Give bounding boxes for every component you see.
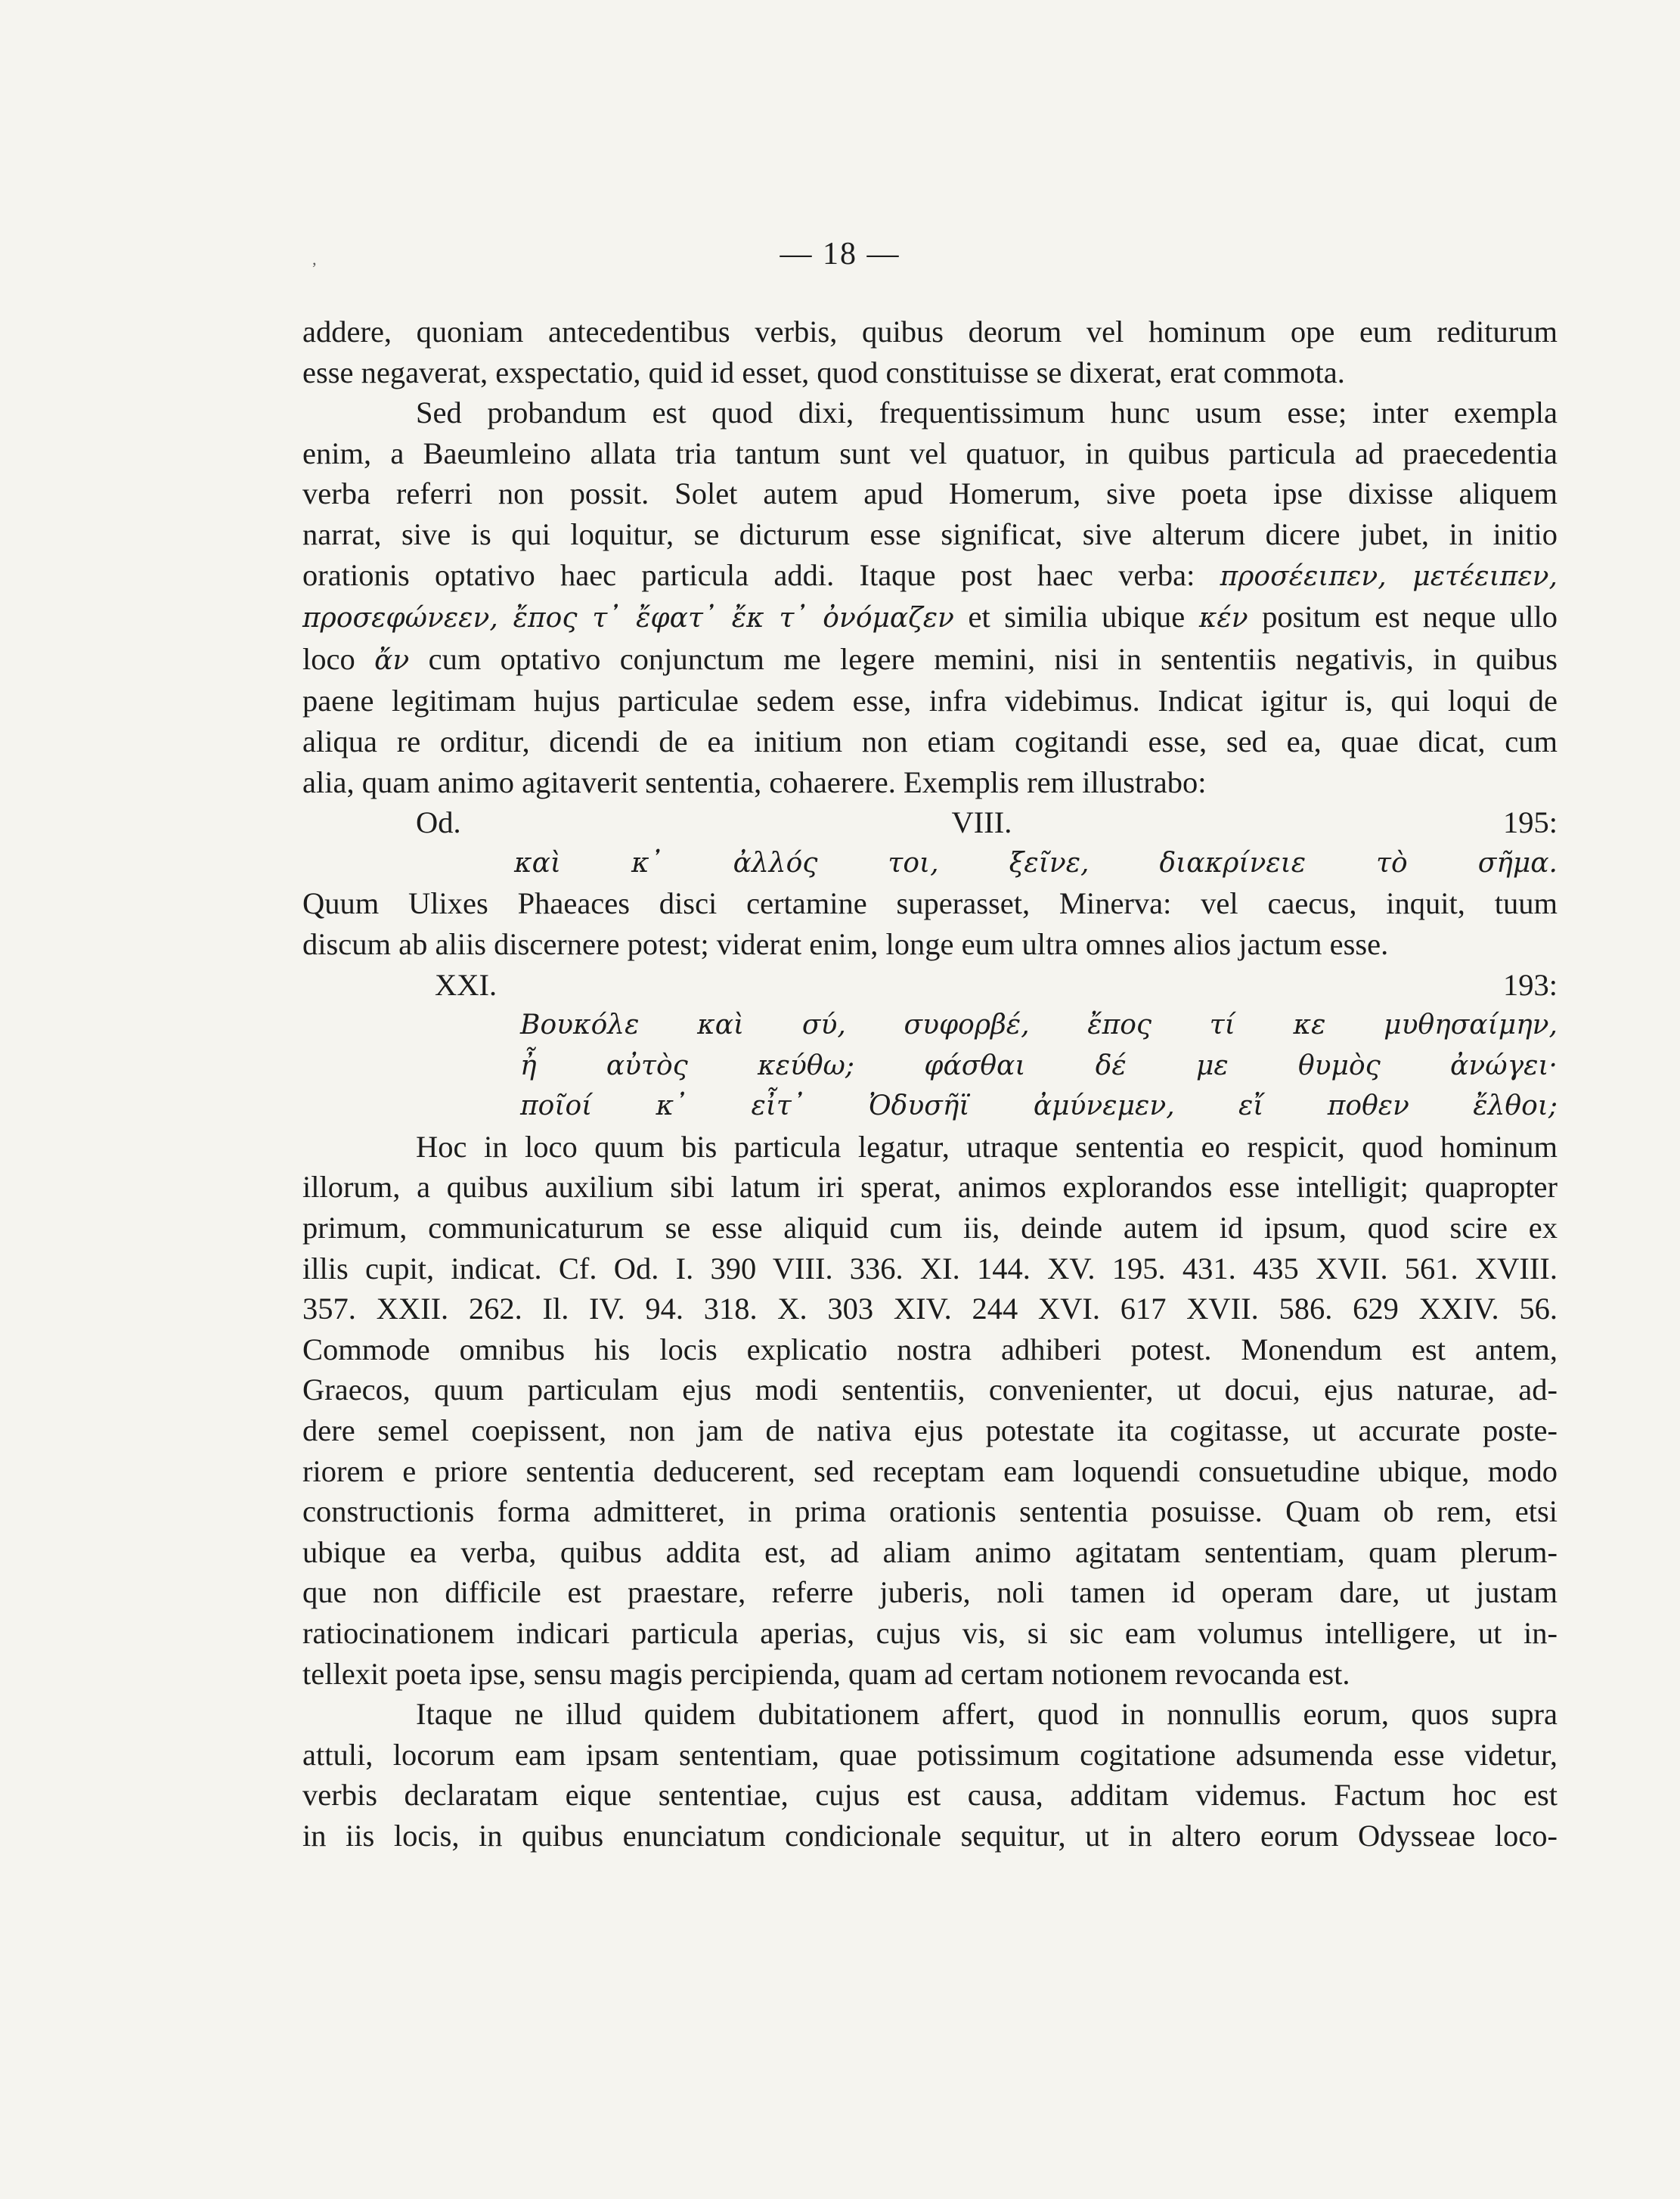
text-line: discum ab aliis discernere potest; viderat enim, longe eum ultra omnes alios jactum esse. (302, 926, 1389, 961)
margin-mark: ‚ (312, 250, 318, 268)
text-line: illorum, a quibus auxilium sibi latum iri sperat, animos explorandos esse intelligit; quapropter (302, 1170, 1558, 1205)
text-line: paene legitimam hujus particulae sedem esse, infra videbimus. Indicat igitur is, qui loqui de (302, 684, 1558, 718)
greek-quote-line: ποῖοί κ᾿ εἶτ᾿ Ὀδυσῆϊ ἀμύνεμεν, εἴ ποθεν ἔλθοι; (520, 1090, 1558, 1122)
text-line: Hoc in loco quum bis particula legatur, utraque sententia eo respicit, quod hominum (416, 1129, 1558, 1164)
citation: XXI. 193: (435, 967, 1558, 1002)
text-line: ubique ea verba, quibus addita est, ad aliam animo agitatam sententiam, quam plerum- (302, 1534, 1558, 1569)
text-line: enim, a Baeumleino allata tria tantum sunt vel quatuor, in quibus particula ad praecedentia (302, 436, 1558, 470)
text-line (302, 555, 1558, 597)
greek-phrase: προσεφώνεεν, ἔπος τ᾿ ἔφατ᾿ ἔκ τ᾿ ὀνόμαζεν (302, 603, 954, 634)
text-line: narrat, sive is qui loquitur, se dicturum esse significat, sive alterum dicere jubet, in initio (302, 516, 1558, 551)
text-line: alia, quam animo agitaverit sententia, cohaerere. Exemplis rem illustrabo: (302, 765, 1207, 799)
text-line: verbis declaratam eique sententiae, cujus est causa, additam videmus. Factum hoc est (302, 1778, 1558, 1813)
text-segment: et similia ubique (953, 600, 1199, 634)
greek-word: προσέειπεν, μετέειπεν, (1220, 560, 1558, 592)
greek-quote: καὶ κ᾿ ἀλλός τοι, ξεῖνε, διακρίνειε τὸ σῆμα. (514, 847, 1558, 879)
text-line: que non difficile est praestare, referre juberis, noli tamen id operam dare, ut justam (302, 1575, 1558, 1610)
text-line: primum, communicaturum se esse aliquid cum iis, deinde autem id ipsum, quod scire ex (302, 1211, 1558, 1245)
text-line: Quum Ulixes Phaeaces disci certamine superasset, Minerva: vel caecus, inquit, tuum (302, 886, 1558, 921)
text-line: esse negaverat, exspectatio, quid id esset, quod constituisse se dixerat, erat commota. (302, 355, 1345, 389)
text-line: aliqua re orditur, dicendi de ea initium non etiam cogitandi esse, sed ea, quae dicat, cum (302, 724, 1558, 758)
text-line: verba referri non possit. Solet autem apud Homerum, sive poeta ipse dixisse aliquem (302, 476, 1558, 511)
text-line: Graecos, quum particulam ejus modi sententiis, convenienter, ut docui, ejus naturae, ad- (302, 1372, 1558, 1407)
text-line: addere, quoniam antecedentibus verbis, quibus deorum vel hominum ope eum rediturum (302, 315, 1558, 349)
page-number: — 18 — (780, 237, 900, 271)
text-segment: cum optativo conjunctum me legere memini, nisi in sententiis negativis, in quibus (409, 641, 1558, 676)
text-line: dere semel coepissent, non jam de nativa ejus potestate ita cogitasse, ut accurate poste- (302, 1413, 1558, 1448)
text-line: illis cupit, indicat. Cf. Od. I. 390 VIII. 336. XI. 144. XV. 195. 431. 435 XVII. 561. XVIII. (302, 1251, 1558, 1286)
text-segment: orationis optativo haec particula addi. Itaque post haec verba: (302, 557, 1220, 592)
text-segment: positum est neque ullo (1248, 600, 1558, 634)
text-line: Commode omnibus his locis explicatio nostra adhiberi potest. Monendum est antem, (302, 1332, 1558, 1366)
citation: Od. VIII. 195: (416, 805, 1558, 840)
text-line: Itaque ne illud quidem dubitationem affert, quod in nonnullis eorum, quos supra (416, 1697, 1558, 1732)
greek-quote-line: ἦ αὐτὸς κεύθω; φάσθαι δέ με θυμὸς ἀνώγει· (520, 1050, 1558, 1081)
text-line: ratiocinationem indicari particula aperias, cujus vis, si sic eam volumus intelligere, ut in- (302, 1616, 1558, 1650)
text-line: constructionis forma admitteret, in prima orationis sententia posuisse. Quam ob rem, etsi (302, 1494, 1558, 1529)
text-segment: loco (302, 641, 375, 676)
text-line: Sed probandum est quod dixi, frequentissimum hunc usum esse; inter exempla (416, 395, 1558, 430)
text-line (302, 639, 1558, 681)
text-line (302, 597, 1558, 639)
body-text (302, 312, 1558, 1856)
text-line: 357. XXII. 262. Il. IV. 94. 318. X. 303 XIV. 244 XVI. 617 XVII. 586. 629 XXIV. 56. (302, 1292, 1558, 1326)
text-line: in iis locis, in quibus enunciatum condicionale sequitur, ut in altero eorum Odysseae loco- (302, 1818, 1558, 1853)
text-line: riorem e priore sententia deducerent, sed receptam eam loquendi consuetudine ubique, modo (302, 1453, 1558, 1488)
greek-word: ἄν (374, 644, 410, 676)
greek-quote-line: Βουκόλε καὶ σύ, συφορβέ, ἔπος τί κε μυθησαίμην, (520, 1010, 1558, 1041)
text-line: tellexit poeta ipse, sensu magis percipienda, quam ad certam notionem revocanda est. (302, 1656, 1350, 1691)
text-line: attuli, locorum eam ipsam sententiam, quae potissimum cogitatione adsumenda esse videtur, (302, 1737, 1558, 1772)
greek-word: κέν (1198, 603, 1248, 634)
